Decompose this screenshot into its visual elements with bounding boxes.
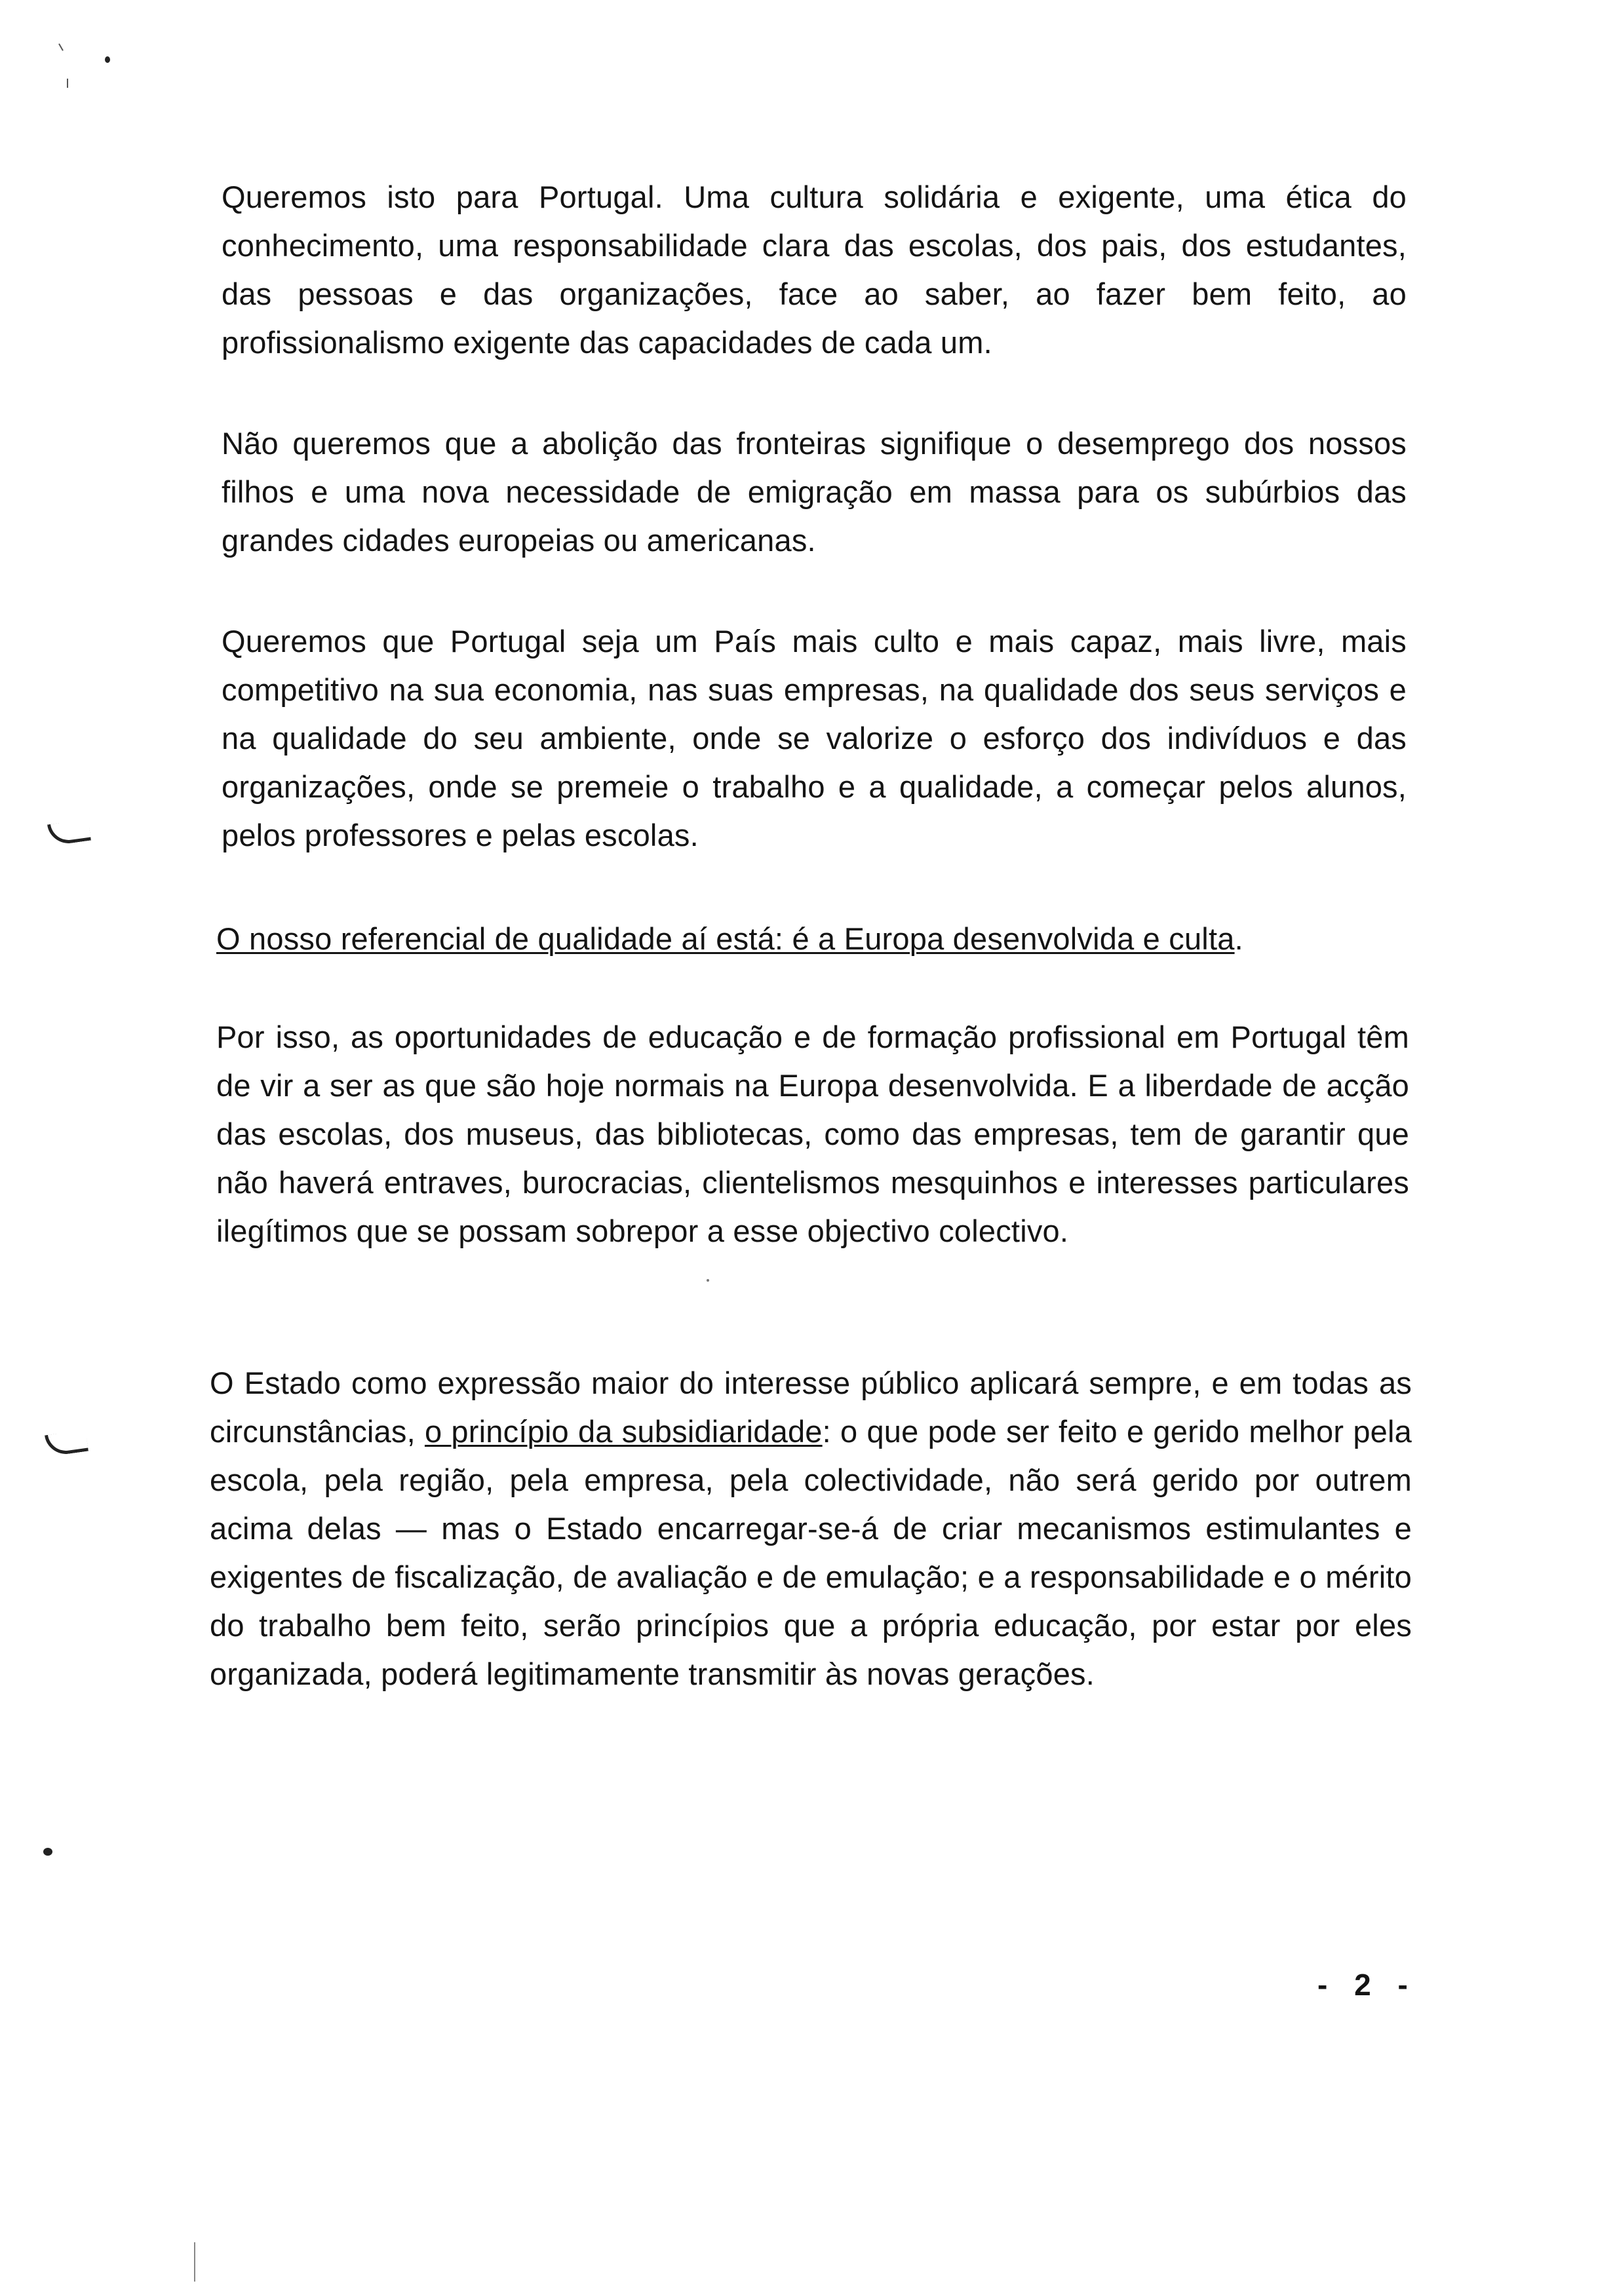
scan-tick — [194, 2242, 195, 2282]
page-number: - 2 - — [1317, 1968, 1417, 2002]
paragraph-4-period: . — [1234, 921, 1243, 956]
margin-hook-mark — [45, 1430, 88, 1457]
paragraph-3: Queremos que Portugal seja um País mais culto e mais capaz, mais livre, mais competitivo na sua economia, nas suas empresas, na qualidade dos seus serviços e na qualidade do seu ambiente, onde se valorize o esforço dos indivíduos e das organizações, onde se premeie o trabalho e a qualidade, a começar pelos alunos, pelos professores e pelas escolas. — [222, 624, 1407, 852]
scan-speck — [707, 1279, 709, 1282]
paragraph-2: Não queremos que a abolição das fronteiras signifique o desemprego dos nossos filhos e uma nova necessidade de emigração em massa para os subúrbios das grandes cidades europeias ou americanas. — [222, 426, 1407, 558]
paragraph-6 — [210, 1359, 1412, 1698]
underlined-subsidiarity-principle: o princípio da subsidiaridade — [424, 1414, 823, 1449]
paragraph-1: Queremos isto para Portugal. Uma cultura solidária e exigente, uma ética do conhecimento, uma responsabilidade clara das escolas, dos pais, dos estudantes, das pessoas e das organizações, face ao saber, ao fazer bem feito, ao profissionalismo exigente das capacidades de cada um. — [222, 180, 1407, 360]
scan-tick — [58, 43, 64, 50]
paragraph-6-rest: : o que pode ser feito e gerido melhor pela escola, pela região, pela empresa, pela colectividade, não será gerido por outrem acima delas — mas o Estado encarregar-se-á de criar mecanismos estimulantes e exigentes de fiscalização, de avaliação e de emulação; e a responsabilidade e o mérito do trabalho bem feito, serão princípios que a própria educação, por estar por eles organizada, poderá legitimamente transmitir às novas gerações. — [210, 1414, 1412, 1691]
scan-tick — [67, 79, 68, 88]
scan-dot — [105, 56, 110, 63]
paragraph-4 — [216, 915, 1409, 963]
scan-dot — [43, 1848, 52, 1856]
underlined-reference-statement: O nosso referencial de qualidade aí está: é a Europa desenvolvida e culta — [216, 921, 1235, 956]
margin-hook-mark — [47, 819, 91, 846]
paragraph-6-lead: O Estado como expressão maior do interesse público aplicará sempre, e em todas as circunstâncias, — [210, 1366, 1412, 1449]
paragraph-5: Por isso, as oportunidades de educação e de formação profissional em Portugal têm de vir a ser as que são hoje normais na Europa desenvolvida. E a liberdade de acção das escolas, dos museus, das bibliotecas, como das empresas, tem de garantir que não haverá entraves, burocracias, clientelismos mesquinhos e interesses particulares ilegítimos que se possam sobrepor a esse objectivo colectivo. — [216, 1020, 1409, 1248]
